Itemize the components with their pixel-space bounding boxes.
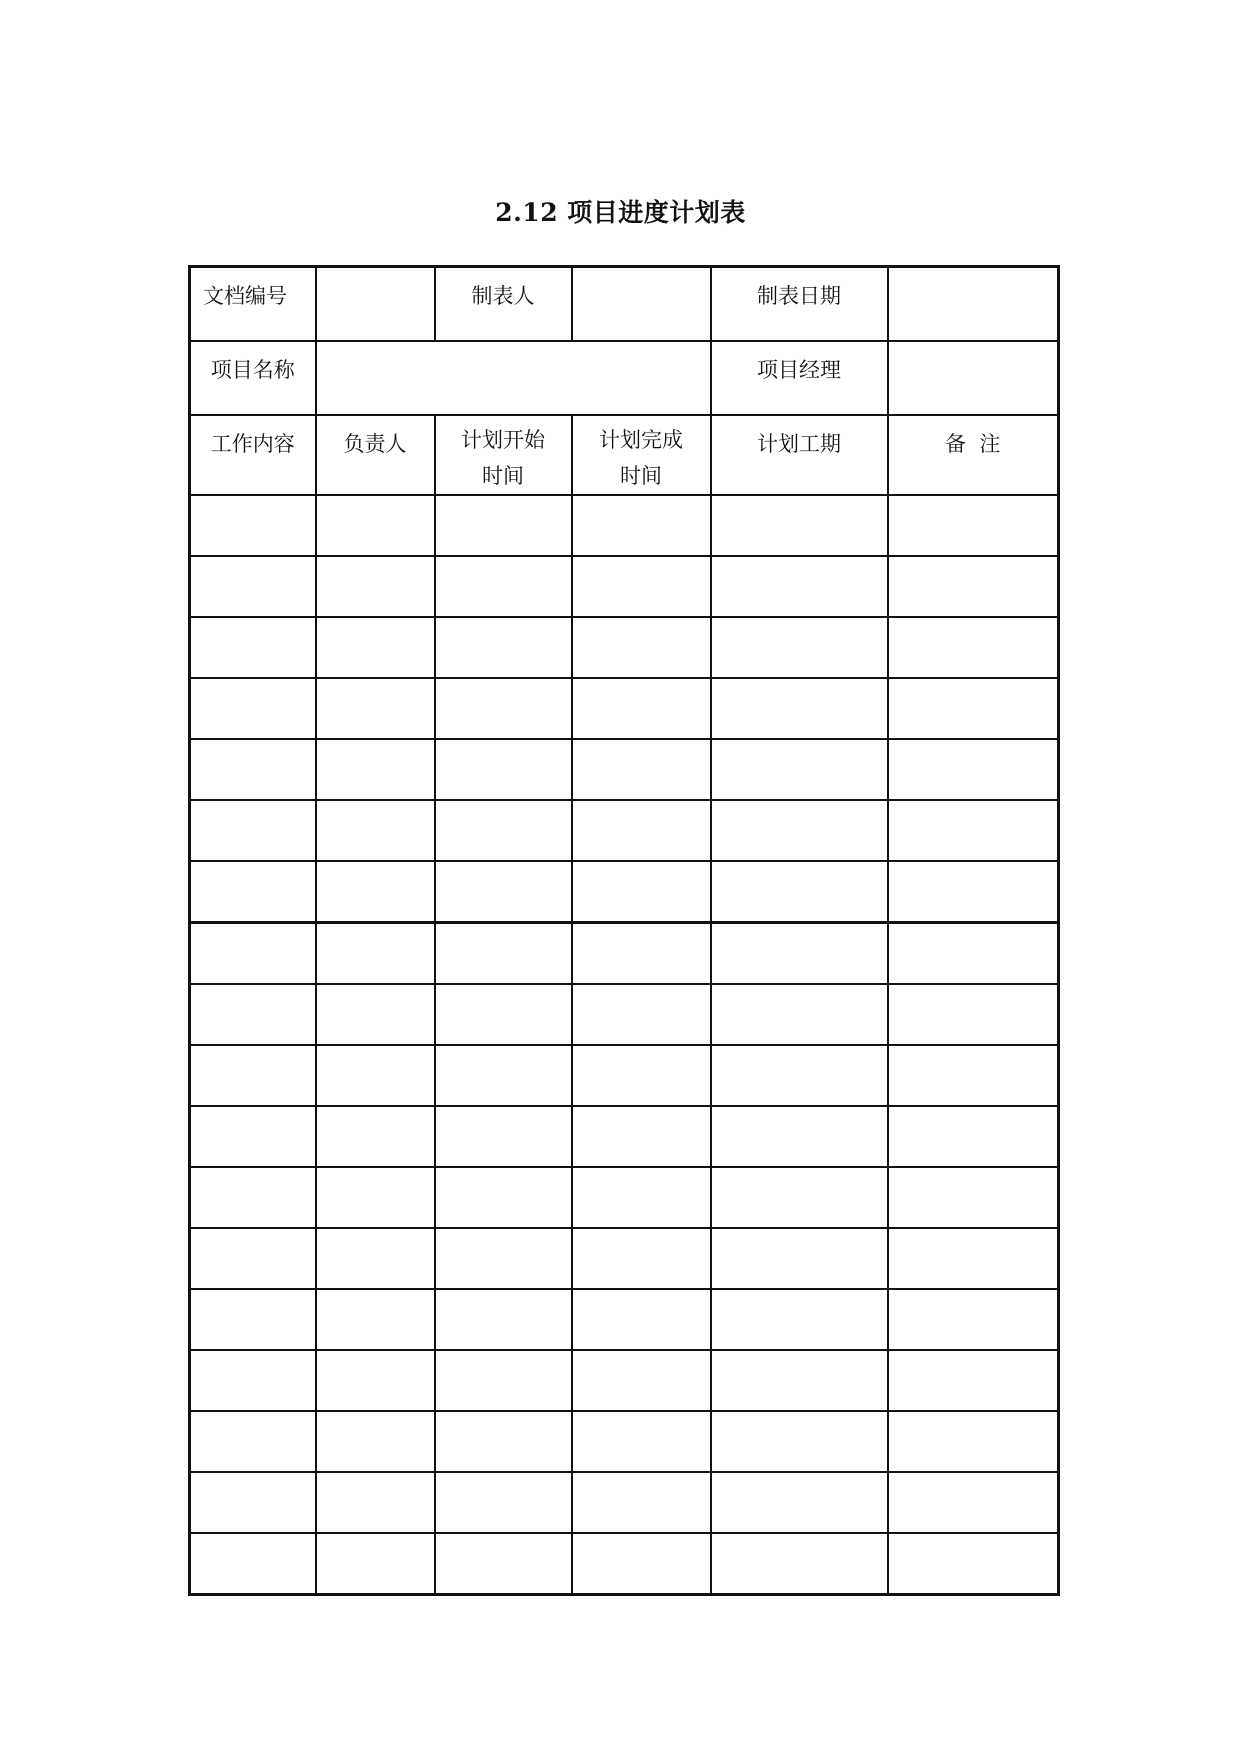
cell-planned-finish[interactable]	[572, 739, 711, 800]
cell-planned-start[interactable]	[435, 1045, 572, 1106]
cell-remarks[interactable]	[888, 1167, 1059, 1228]
cell-remarks[interactable]	[888, 739, 1059, 800]
schedule-table	[188, 265, 1060, 1596]
cell-owner[interactable]	[316, 984, 435, 1045]
cell-planned-finish[interactable]	[572, 984, 711, 1045]
table-row	[190, 1350, 1059, 1411]
cell-work-content[interactable]	[190, 800, 316, 861]
cell-planned-duration[interactable]	[711, 495, 888, 556]
table-row	[190, 1228, 1059, 1289]
cell-planned-start[interactable]	[435, 1350, 572, 1411]
cell-owner[interactable]	[316, 1472, 435, 1533]
cell-planned-duration[interactable]	[711, 678, 888, 739]
cell-planned-start[interactable]	[435, 800, 572, 861]
project-name-field[interactable]	[316, 341, 711, 415]
date-label: 制表日期	[711, 267, 888, 342]
cell-planned-finish[interactable]	[572, 861, 711, 923]
cell-planned-start[interactable]	[435, 1472, 572, 1533]
cell-planned-duration[interactable]	[711, 984, 888, 1045]
date-field[interactable]	[888, 267, 1059, 342]
cell-planned-duration[interactable]	[711, 1289, 888, 1350]
cell-remarks[interactable]	[888, 1411, 1059, 1472]
cell-planned-start[interactable]	[435, 861, 572, 923]
cell-work-content[interactable]	[190, 1289, 316, 1350]
cell-planned-finish[interactable]	[572, 495, 711, 556]
col-planned-finish	[572, 415, 711, 495]
cell-planned-start[interactable]	[435, 678, 572, 739]
cell-owner[interactable]	[316, 1167, 435, 1228]
cell-planned-duration[interactable]	[711, 1106, 888, 1167]
cell-work-content[interactable]	[190, 861, 316, 923]
cell-planned-duration[interactable]	[711, 1045, 888, 1106]
cell-remarks[interactable]	[888, 556, 1059, 617]
cell-planned-start[interactable]	[435, 617, 572, 678]
cell-remarks[interactable]	[888, 923, 1059, 985]
cell-remarks[interactable]	[888, 678, 1059, 739]
cell-owner[interactable]	[316, 1106, 435, 1167]
cell-work-content[interactable]	[190, 1045, 316, 1106]
cell-work-content[interactable]	[190, 1472, 316, 1533]
cell-planned-finish[interactable]	[572, 1472, 711, 1533]
table-row	[190, 1411, 1059, 1472]
cell-owner[interactable]	[316, 1289, 435, 1350]
doc-no-field[interactable]	[316, 267, 435, 342]
cell-planned-duration[interactable]	[711, 556, 888, 617]
page-title: 2.12 项目进度计划表	[495, 198, 746, 227]
cell-planned-finish[interactable]	[572, 617, 711, 678]
table-row	[190, 923, 1059, 985]
preparer-label: 制表人	[435, 267, 572, 342]
cell-work-content[interactable]	[190, 1167, 316, 1228]
cell-work-content[interactable]	[190, 1411, 316, 1472]
cell-work-content[interactable]	[190, 1106, 316, 1167]
cell-planned-duration[interactable]	[711, 800, 888, 861]
cell-planned-start[interactable]	[435, 1167, 572, 1228]
cell-work-content[interactable]	[190, 923, 316, 985]
cell-work-content[interactable]	[190, 984, 316, 1045]
col-planned-start-line2: 时间	[482, 464, 524, 488]
cell-planned-duration[interactable]	[711, 1411, 888, 1472]
cell-planned-finish[interactable]	[572, 1289, 711, 1350]
cell-remarks[interactable]	[888, 1533, 1059, 1595]
cell-owner[interactable]	[316, 1350, 435, 1411]
cell-remarks[interactable]	[888, 1228, 1059, 1289]
cell-planned-start[interactable]	[435, 923, 572, 985]
cell-remarks[interactable]	[888, 1472, 1059, 1533]
cell-owner[interactable]	[316, 1228, 435, 1289]
cell-planned-finish[interactable]	[572, 800, 711, 861]
col-planned-start	[435, 415, 572, 495]
cell-planned-duration[interactable]	[711, 1228, 888, 1289]
table-row	[190, 861, 1059, 923]
table-row	[190, 800, 1059, 861]
doc-no-label: 文档编号	[190, 267, 316, 342]
cell-remarks[interactable]	[888, 800, 1059, 861]
cell-remarks[interactable]	[888, 1106, 1059, 1167]
col-planned-finish-line1: 计划完成	[599, 428, 683, 452]
cell-remarks[interactable]	[888, 1045, 1059, 1106]
cell-owner[interactable]	[316, 556, 435, 617]
cell-work-content[interactable]	[190, 739, 316, 800]
cell-planned-finish[interactable]	[572, 1350, 711, 1411]
col-planned-duration: 计划工期	[711, 415, 888, 495]
cell-planned-start[interactable]	[435, 1289, 572, 1350]
cell-owner[interactable]	[316, 800, 435, 861]
cell-planned-finish[interactable]	[572, 1533, 711, 1595]
cell-planned-duration[interactable]	[711, 861, 888, 923]
cell-owner[interactable]	[316, 861, 435, 923]
table-row	[190, 739, 1059, 800]
cell-planned-finish[interactable]	[572, 1167, 711, 1228]
cell-owner[interactable]	[316, 1411, 435, 1472]
header-row-1	[190, 267, 1059, 342]
cell-planned-duration[interactable]	[711, 1533, 888, 1595]
table-row	[190, 1533, 1059, 1595]
cell-remarks[interactable]	[888, 984, 1059, 1045]
cell-planned-start[interactable]	[435, 1533, 572, 1595]
table-row	[190, 1167, 1059, 1228]
preparer-field[interactable]	[572, 267, 711, 342]
cell-planned-finish[interactable]	[572, 1228, 711, 1289]
cell-planned-finish[interactable]	[572, 1106, 711, 1167]
cell-planned-duration[interactable]	[711, 923, 888, 985]
cell-planned-start[interactable]	[435, 495, 572, 556]
cell-planned-start[interactable]	[435, 1106, 572, 1167]
table-row	[190, 617, 1059, 678]
cell-work-content[interactable]	[190, 617, 316, 678]
cell-planned-finish[interactable]	[572, 1411, 711, 1472]
cell-owner[interactable]	[316, 495, 435, 556]
cell-planned-duration[interactable]	[711, 1350, 888, 1411]
cell-work-content[interactable]	[190, 556, 316, 617]
cell-planned-finish[interactable]	[572, 923, 711, 985]
cell-planned-duration[interactable]	[711, 739, 888, 800]
cell-planned-duration[interactable]	[711, 1167, 888, 1228]
col-work-content: 工作内容	[190, 415, 316, 495]
cell-owner[interactable]	[316, 1533, 435, 1595]
cell-planned-finish[interactable]	[572, 556, 711, 617]
cell-remarks[interactable]	[888, 495, 1059, 556]
table-row	[190, 678, 1059, 739]
cell-planned-start[interactable]	[435, 984, 572, 1045]
table-row	[190, 984, 1059, 1045]
table-row	[190, 1472, 1059, 1533]
cell-planned-start[interactable]	[435, 1411, 572, 1472]
cell-planned-finish[interactable]	[572, 678, 711, 739]
table-row	[190, 1289, 1059, 1350]
cell-owner[interactable]	[316, 923, 435, 985]
col-remarks: 备 注	[888, 415, 1059, 495]
cell-planned-duration[interactable]	[711, 617, 888, 678]
col-owner: 负责人	[316, 415, 435, 495]
cell-planned-start[interactable]	[435, 1228, 572, 1289]
cell-planned-start[interactable]	[435, 556, 572, 617]
cell-work-content[interactable]	[190, 1350, 316, 1411]
cell-remarks[interactable]	[888, 1289, 1059, 1350]
col-planned-finish-line2: 时间	[620, 464, 662, 488]
cell-owner[interactable]	[316, 1045, 435, 1106]
cell-planned-finish[interactable]	[572, 1045, 711, 1106]
cell-work-content[interactable]	[190, 1533, 316, 1595]
cell-owner[interactable]	[316, 617, 435, 678]
cell-remarks[interactable]	[888, 861, 1059, 923]
manager-label: 项目经理	[711, 341, 888, 415]
cell-owner[interactable]	[316, 739, 435, 800]
table-row	[190, 1045, 1059, 1106]
cell-work-content[interactable]	[190, 495, 316, 556]
cell-work-content[interactable]	[190, 678, 316, 739]
cell-owner[interactable]	[316, 678, 435, 739]
column-header-row	[190, 415, 1059, 495]
table-row	[190, 495, 1059, 556]
manager-field[interactable]	[888, 341, 1059, 415]
cell-work-content[interactable]	[190, 1228, 316, 1289]
cell-remarks[interactable]	[888, 1350, 1059, 1411]
cell-remarks[interactable]	[888, 617, 1059, 678]
table-row	[190, 1106, 1059, 1167]
project-name-label: 项目名称	[190, 341, 316, 415]
table-row	[190, 556, 1059, 617]
header-row-2	[190, 341, 1059, 415]
cell-planned-duration[interactable]	[711, 1472, 888, 1533]
cell-planned-start[interactable]	[435, 739, 572, 800]
col-planned-start-line1: 计划开始	[461, 428, 545, 452]
